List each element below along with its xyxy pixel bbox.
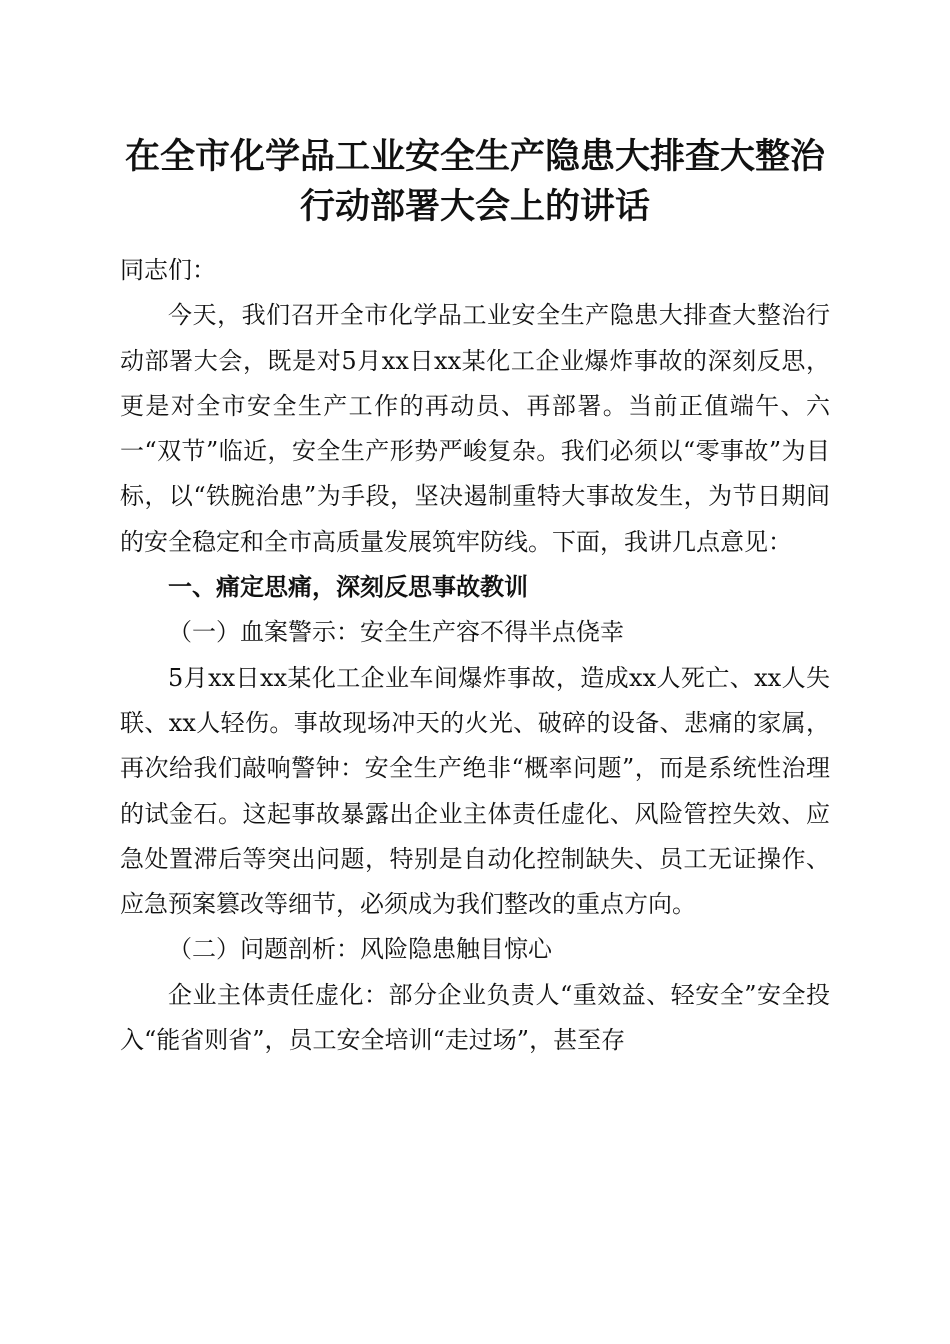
salutation: 同志们： <box>120 256 216 284</box>
title-line-2: 行动部署大会上的讲话 <box>299 186 650 227</box>
section-heading-1: 一、痛定思痛，深刻反思事故教训 <box>168 573 528 602</box>
subsection-heading-1-1: （一）血案警示：安全生产容不得半点侥幸 <box>168 618 624 647</box>
paragraph-accident: 5月xx日xx某化工企业车间爆炸事故，造成xx人死亡、xx人失联、xx人轻伤。事故现场冲天的火光、破碎的设备、悲痛的家属，再次给我们敲响警钟：安全生产绝非“概率问题”，而是系统性治理的试金石。这起事故暴露出企业主体责任虚化、风险管控失效、应急处置滞后等突出问题，特别是自动化控制缺失、员工无证操作、应急预案篡改等细节，必须成为我们整改的重点方向。 <box>120 663 830 919</box>
document-title <box>60 132 890 232</box>
title-line-1: 在全市化学品工业安全生产隐患大排查大整治 <box>124 136 825 177</box>
paragraph-intro: 今天，我们召开全市化学品工业安全生产隐患大排查大整治行动部署大会，既是对5月xx日xx某化工企业爆炸事故的深刻反思，更是对全市安全生产工作的再动员、再部署。当前正值端午、六一“双节”临近，安全生产形势严峻复杂。我们必须以“零事故”为目标，以“铁腕治患”为手段，坚决遏制重特大事故发生，为节日期间的安全稳定和全市高质量发展筑牢防线。下面，我讲几点意见： <box>120 301 830 556</box>
document-body <box>120 248 830 1063</box>
paragraph-problems: 企业主体责任虚化：部分企业负责人“重效益、轻安全”安全投入“能省则省”，员工安全培训“走过场”，甚至存 <box>120 980 830 1055</box>
subsection-heading-1-2: （二）问题剖析：风险隐患触目惊心 <box>168 935 552 964</box>
